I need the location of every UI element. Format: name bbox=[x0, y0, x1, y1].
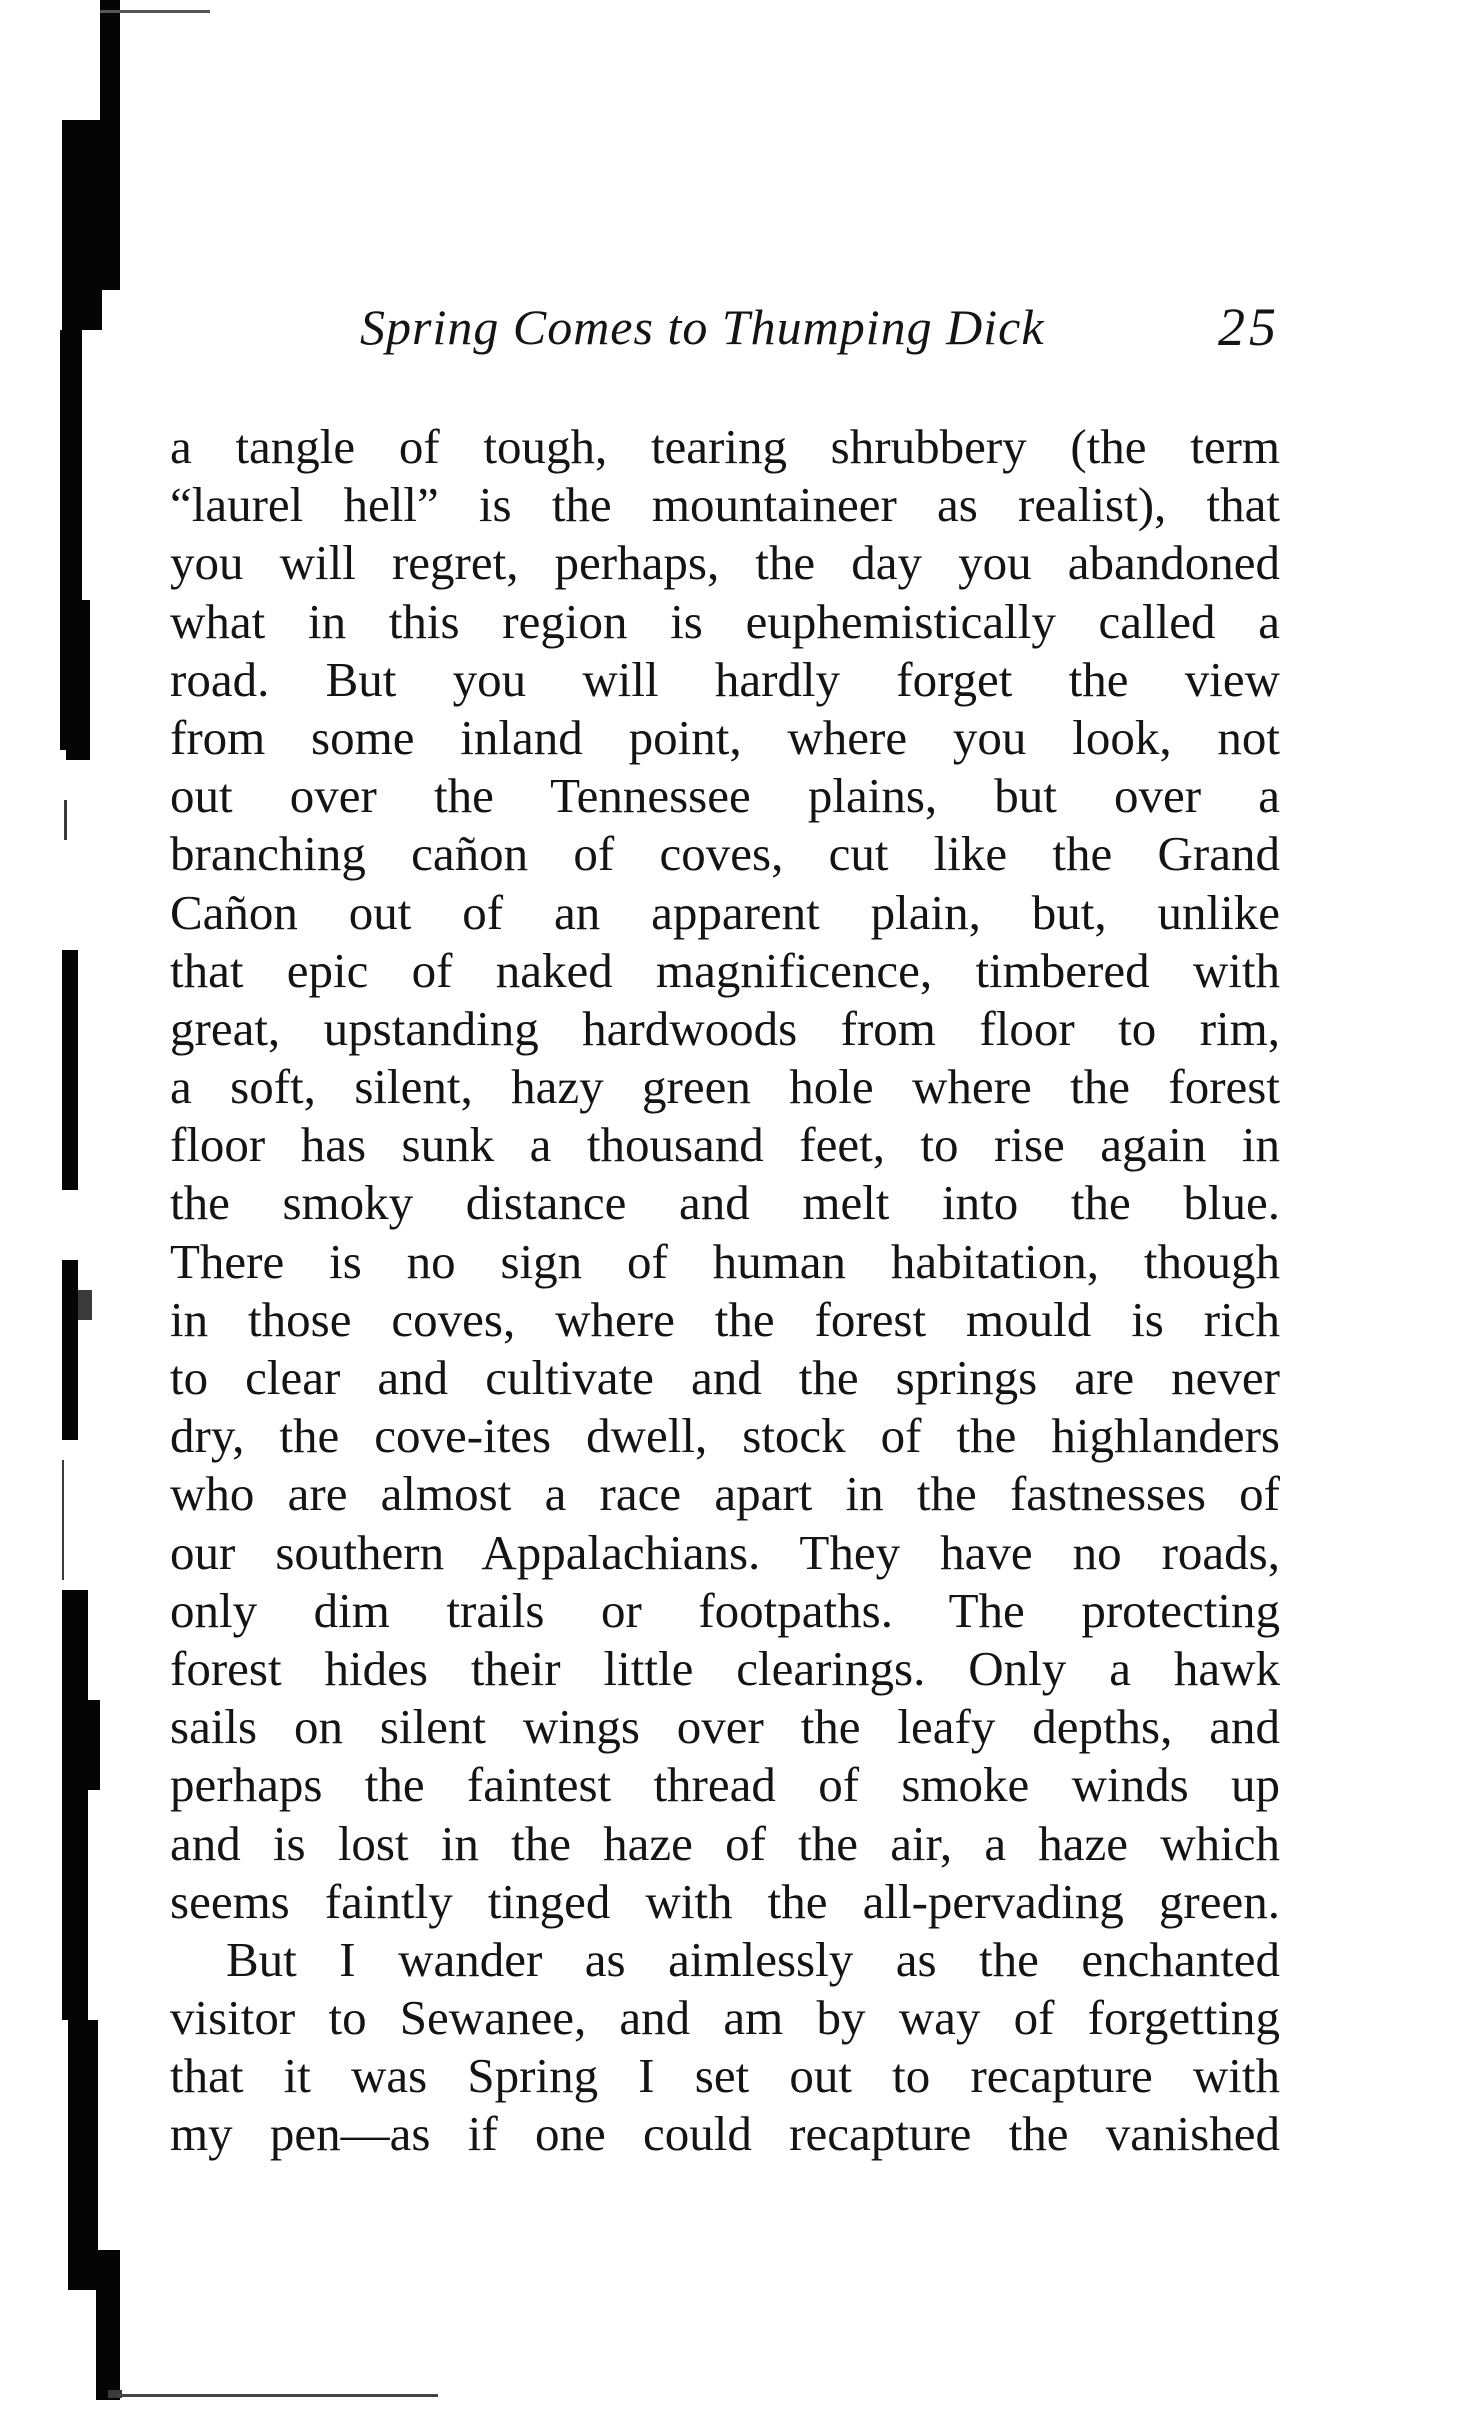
text-line: out over the Tennessee plains, but over a bbox=[170, 768, 1280, 824]
text-line: my pen—as if one could recapture the vanished bbox=[170, 2106, 1280, 2162]
text-line: what in this region is euphemistically called a bbox=[170, 593, 1280, 649]
text-line: to clear and cultivate and the springs are never bbox=[170, 1350, 1280, 1405]
text-line: branching cañon of coves, cut like the Grand bbox=[170, 826, 1280, 882]
text-line: Cañon out of an apparent plain, but, unlike bbox=[170, 884, 1280, 940]
paragraph-start-line: But I wander as aimlessly as the enchanted bbox=[226, 1931, 1280, 1987]
text-line: only dim trails or footpaths. The protecting bbox=[170, 1582, 1280, 1638]
text-line: There is no sign of human habitation, though bbox=[170, 1233, 1280, 1289]
text-line: forest hides their little clearings. Only a hawk bbox=[170, 1640, 1280, 1696]
text-line: that epic of naked magnificence, timbered with bbox=[170, 942, 1280, 998]
text-line: who are almost a race apart in the fastnesses of bbox=[170, 1466, 1280, 1522]
text-line: great, upstanding hardwoods from floor to rim, bbox=[170, 1000, 1280, 1056]
text-line: road. But you will hardly forget the view bbox=[170, 651, 1280, 707]
text-line: a soft, silent, hazy green hole where the forest bbox=[170, 1059, 1280, 1115]
text-line: in those coves, where the forest mould is rich bbox=[170, 1291, 1280, 1347]
text-line: and is lost in the haze of the air, a haze which bbox=[170, 1815, 1280, 1871]
text-line: you will regret, perhaps, the day you abandoned bbox=[170, 535, 1280, 591]
scan-top-edge bbox=[100, 10, 210, 13]
scan-gutter-shadow bbox=[0, 0, 140, 2413]
text-line: floor has sunk a thousand feet, to rise again in bbox=[170, 1117, 1280, 1173]
text-line: visitor to Sewanee, and am by way of forgetting bbox=[170, 1990, 1280, 2046]
text-line: our southern Appalachians. They have no roads, bbox=[170, 1524, 1280, 1580]
text-line: from some inland point, where you look, not bbox=[170, 709, 1280, 765]
text-line: the smoky distance and melt into the blue. bbox=[170, 1175, 1280, 1231]
body-text bbox=[170, 418, 1280, 2164]
text-line: seems faintly tinged with the all-pervading green. bbox=[170, 1873, 1280, 1929]
scan-bottom-edge bbox=[118, 2394, 438, 2397]
text-line: “laurel hell” is the mountaineer as realist), that bbox=[170, 477, 1280, 533]
text-line: dry, the cove-ites dwell, stock of the highlanders bbox=[170, 1408, 1280, 1464]
page-header bbox=[360, 298, 1280, 378]
text-line: a tangle of tough, tearing shrubbery (the term bbox=[170, 419, 1280, 474]
text-line: sails on silent wings over the leafy depths, and bbox=[170, 1699, 1280, 1755]
text-line: that it was Spring I set out to recapture with bbox=[170, 2048, 1280, 2104]
running-title: Spring Comes to Thumping Dick bbox=[360, 299, 1045, 355]
text-line: perhaps the faintest thread of smoke winds up bbox=[170, 1757, 1280, 1813]
page-number: 25 bbox=[1218, 297, 1280, 357]
